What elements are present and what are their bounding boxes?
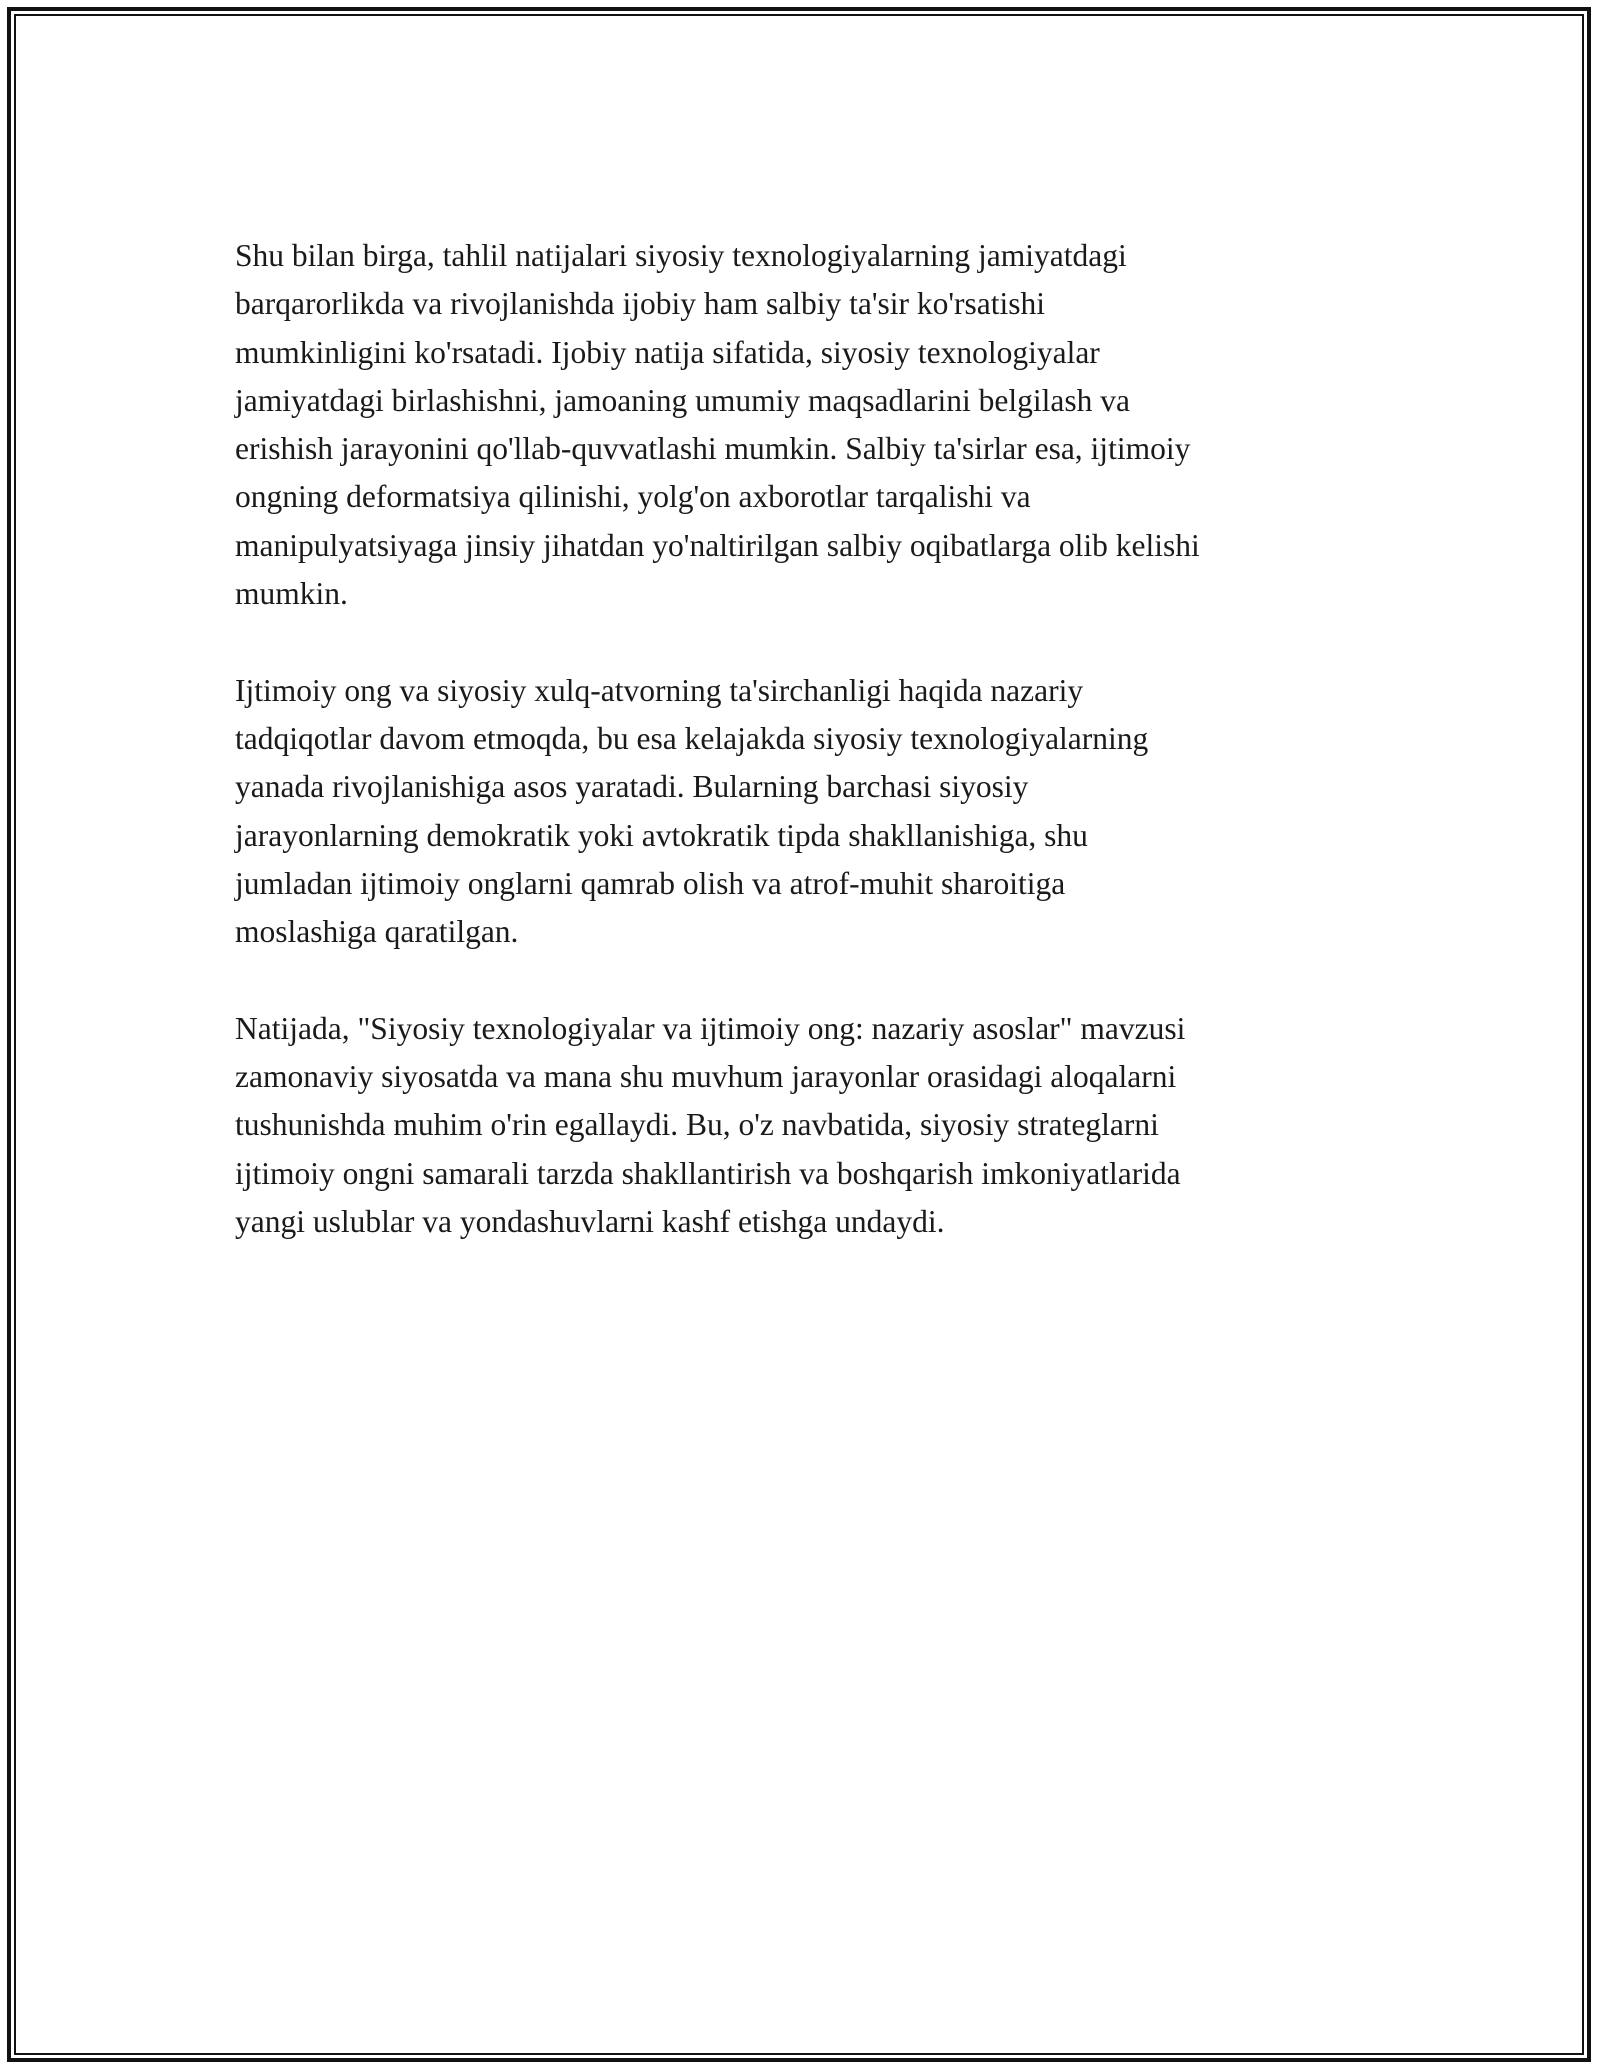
document-body [235, 232, 1365, 1295]
paragraph-3: Natijada, "Siyosiy texnologiyalar va ijtimoiy ong: nazariy asoslar" mavzusi zamonaviy siyosatda va mana shu muvhum jarayonlar orasidagi aloqalarni tushunishda muhim o'rin egallaydi. Bu, o'z navbatida, siyosiy strateglarni ijtimoiy ongni samarali tarzda shakllantirish va boshqarish imkoniyatlarida yangi uslublar va yondashuvlarni kashf etishga undaydi. [235, 1010, 1186, 1239]
paragraph-1: Shu bilan birga, tahlil natijalari siyosiy texnologiyalarning jamiyatdagi barqarorlikda va rivojlanishda ijobiy ham salbiy ta'sir ko'rsatishi mumkinligini ko'rsatadi. Ijobiy natija sifatida, siyosiy texnologiyalar jamiyatdagi birlashishni, jamoaning umumiy maqsadlarini belgilash va erishish jarayonini qo'llab-quvvatlashi mumkin. Salbiy ta'sirlar esa, ijtimoiy ongning deformatsiya qilinishi, yolg'on axborotlar tarqalishi va manipulyatsiyaga jinsiy jihatdan yo'naltirilgan salbiy oqibatlarga olib kelishi mumkin. [235, 238, 1200, 612]
paragraph-2: Ijtimoiy ong va siyosiy xulq-atvorning ta'sirchanligi haqida nazariy tadqiqotlar davom etmoqda, bu esa kelajakda siyosiy texnologiyalarning yanada rivojlanishiga asos yaratadi. Bularning barchasi siyosiy jarayonlarning demokratik yoki avtokratik tipda shakllanishiga, shu jumladan ijtimoiy onglarni qamrab olish va atrof-muhit sharoitiga moslashiga qaratilgan. [235, 672, 1149, 950]
